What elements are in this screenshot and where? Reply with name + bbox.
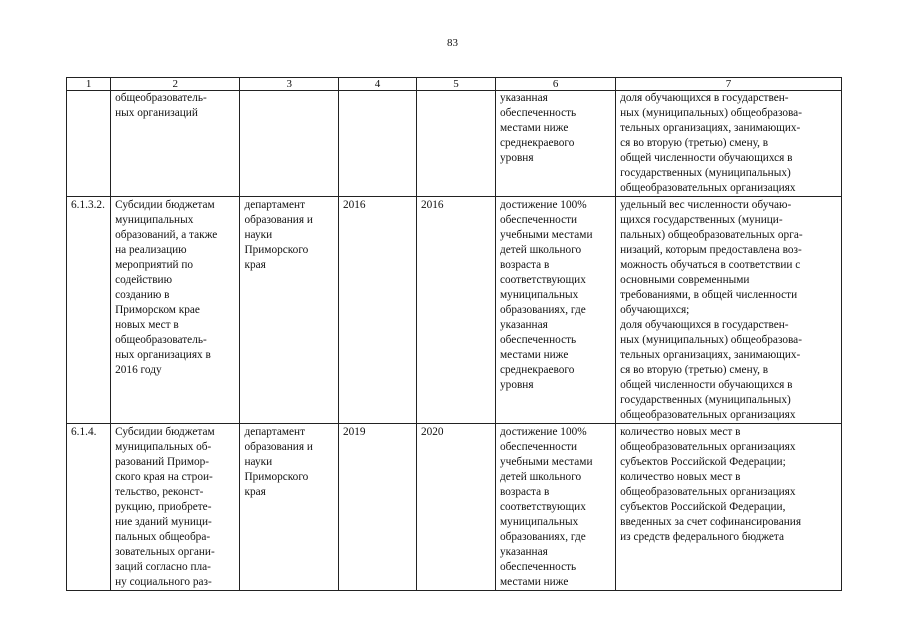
column-number-6: 6 — [496, 78, 616, 91]
column-number-1: 1 — [67, 78, 111, 91]
column-number-2: 2 — [111, 78, 240, 91]
end-year-cell: 2020 — [416, 424, 495, 591]
end-year-cell — [416, 91, 495, 197]
column-number-3: 3 — [240, 78, 339, 91]
item-number-cell — [67, 91, 111, 197]
indicator-cell: удельный вес численности обучаю- щихся государственных (муници- пальных) общеобразовательных орга- низаций, которым предоставлена воз- можность обучаться в соответствии с основными современными требованиями, в общей численности обучающихся; доля обучающихся в государствен- ных (муниципальных) общеобразова- тельных организациях, занимающих- ся во вторую (третью) смену, в общей численности обучающихся в государственных (муниципальных) общеобразовательных организациях — [616, 197, 842, 424]
program-measures-table — [66, 77, 842, 591]
column-number-5: 5 — [416, 78, 495, 91]
item-number-cell: 6.1.3.2. — [67, 197, 111, 424]
item-number-cell: 6.1.4. — [67, 424, 111, 591]
column-number-4: 4 — [338, 78, 416, 91]
measure-name-cell: Субсидии бюджетам муниципальных образований, а также на реализацию мероприятий по содействию созданию в Приморском крае новых мест в общеобразователь- ных организациях в 2016 году — [111, 197, 240, 424]
measure-name-cell: общеобразователь- ных организаций — [111, 91, 240, 197]
executor-cell — [240, 91, 339, 197]
measure-name-cell: Субсидии бюджетам муниципальных об- разований Примор- ского края на строи- тельство, реконст- рукцию, приобрете- ние зданий муници- пальных общеобра- зовательных органи- заций согласно пла- ну социального раз- — [111, 424, 240, 591]
end-year-cell: 2016 — [416, 197, 495, 424]
start-year-cell: 2019 — [338, 424, 416, 591]
expected-result-cell: достижение 100% обеспеченности учебными местами детей школьного возраста в соответствующих муниципальных образованиях, где указанная обеспеченность местами ниже — [496, 424, 616, 591]
start-year-cell — [338, 91, 416, 197]
executor-cell: департамент образования и науки Приморского края — [240, 424, 339, 591]
page-number: 83 — [447, 37, 458, 49]
indicator-cell: доля обучающихся в государствен- ных (муниципальных) общеобразова- тельных организациях, занимающих- ся во вторую (третью) смену, в общей численности обучающихся в государственных (муниципальных) общеобразовательных организациях — [616, 91, 842, 197]
table-row — [67, 91, 842, 197]
table-row — [67, 197, 842, 424]
column-number-7: 7 — [616, 78, 842, 91]
expected-result-cell: достижение 100% обеспеченности учебными местами детей школьного возраста в соответствующих муниципальных образованиях, где указанная обеспеченность местами ниже среднекраевого уровня — [496, 197, 616, 424]
start-year-cell: 2016 — [338, 197, 416, 424]
executor-cell: департамент образования и науки Приморского края — [240, 197, 339, 424]
indicator-cell: количество новых мест в общеобразовательных организациях субъектов Российской Федерации; количество новых мест в общеобразовательных организациях субъектов Российской Федерации, введенных за счет софинансирования из средств федерального бюджета — [616, 424, 842, 591]
expected-result-cell: указанная обеспеченность местами ниже среднекраевого уровня — [496, 91, 616, 197]
column-number-header-row — [67, 78, 842, 91]
table-row — [67, 424, 842, 591]
